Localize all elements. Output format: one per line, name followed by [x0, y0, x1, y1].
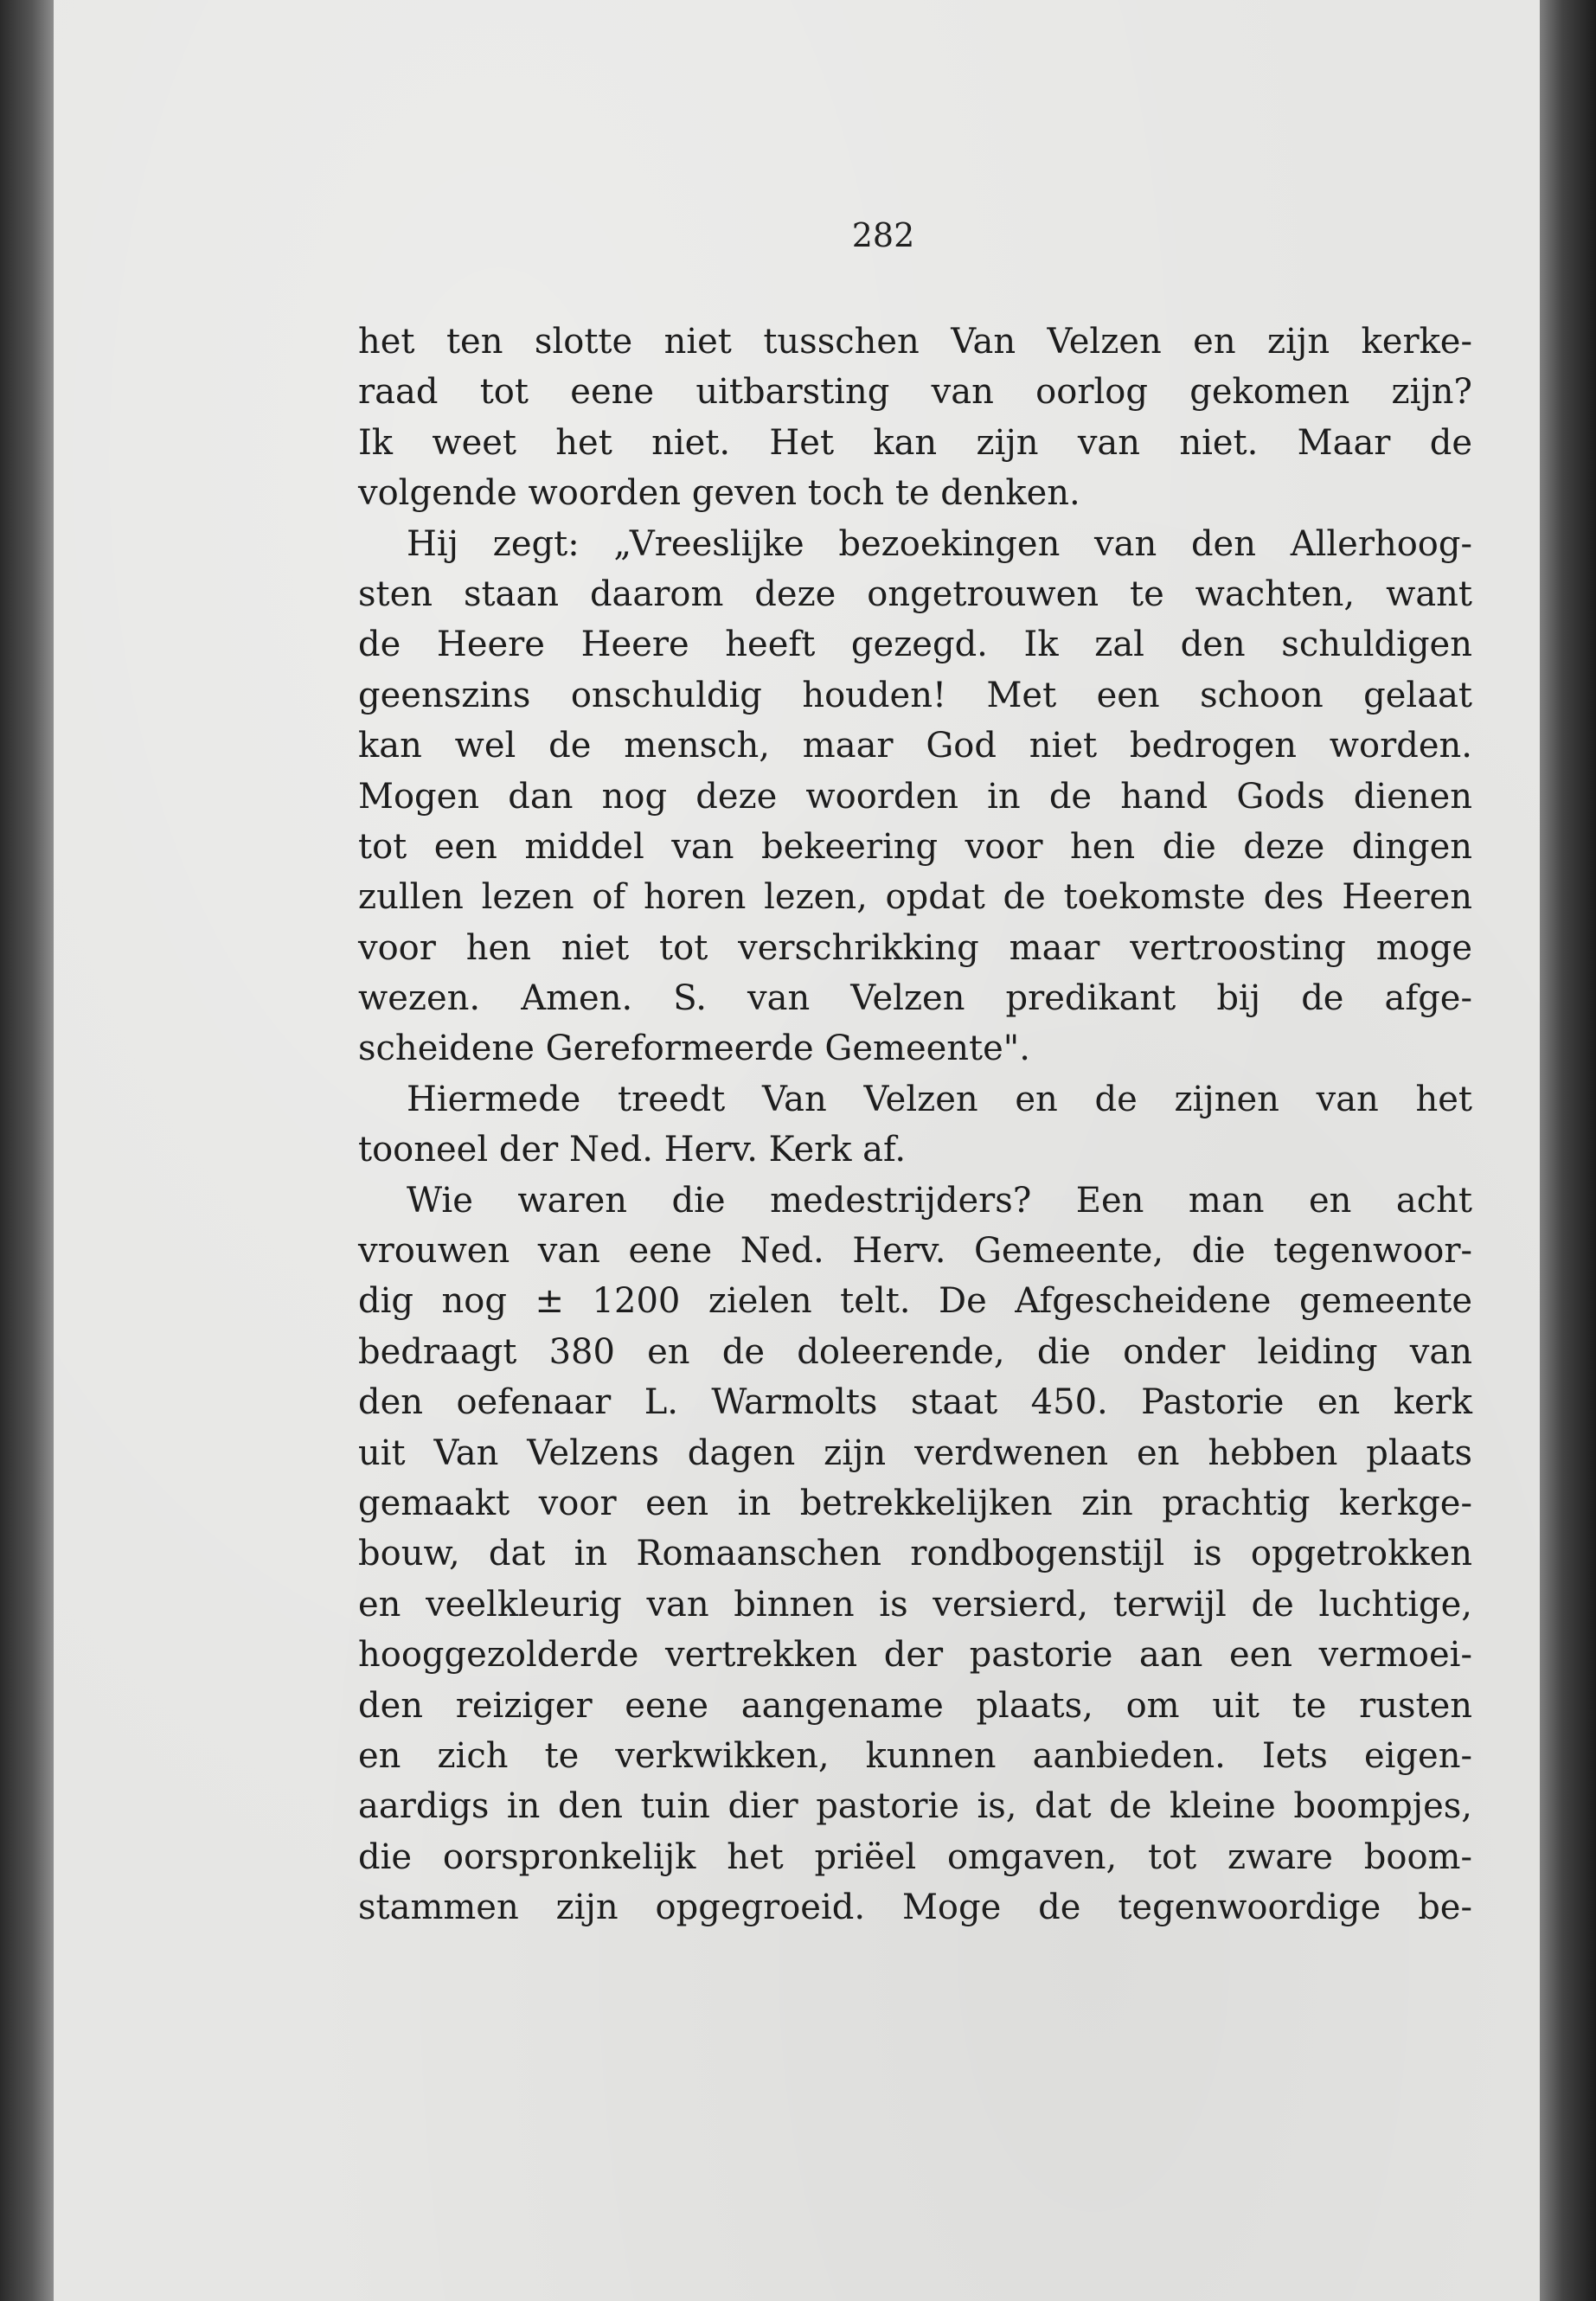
text-line: geenszins onschuldig houden! Met een schoon gelaat	[358, 675, 1472, 715]
scan-border-left	[0, 0, 54, 2301]
text-line: Hiermede treedt Van Velzen en de zijnen van het	[407, 1079, 1472, 1119]
text-line: sten staan daarom deze ongetrouwen te wachten, want	[358, 574, 1472, 614]
page-number: 282	[851, 216, 915, 254]
text-line: en zich te verkwikken, kunnen aanbieden. Iets eigen-	[358, 1735, 1472, 1776]
text-line: den oefenaar L. Warmolts staat 450. Pastorie en kerk	[358, 1382, 1472, 1423]
text-line: kan wel de mensch, maar God niet bedrogen worden.	[358, 726, 1472, 766]
text-line: raad tot eene uitbarsting van oorlog gekomen zijn?	[358, 372, 1472, 413]
text-line: voor hen niet tot verschrikking maar vertroosting moge	[358, 927, 1472, 968]
text-line: tot een middel van bekeering voor hen die deze dingen	[358, 826, 1472, 867]
text-line: de Heere Heere heeft gezegd. Ik zal den schuldigen	[358, 625, 1472, 665]
text-line: Ik weet het niet. Het kan zijn van niet. Maar de	[358, 422, 1472, 463]
text-line: den reiziger eene aangename plaats, om uit te rusten	[358, 1685, 1472, 1726]
text-line: Hij zegt: „Vreeslijke bezoekingen van den Allerhoog-	[407, 523, 1472, 564]
text-line: scheidene Gereformeerde Gemeente".	[358, 1029, 1030, 1069]
text-line: stammen zijn opgegroeid. Moge de tegenwoordige be-	[358, 1888, 1472, 1928]
text-line: en veelkleurig van binnen is versierd, terwijl de luchtige,	[358, 1584, 1472, 1625]
text-line: het ten slotte niet tusschen Van Velzen en zijn kerke-	[358, 322, 1472, 362]
text-line: bouw, dat in Romaanschen rondbogenstijl is opgetrokken	[358, 1534, 1472, 1574]
text-line: wezen. Amen. S. van Velzen predikant bij de afge-	[358, 978, 1472, 1019]
text-line: aardigs in den tuin dier pastorie is, dat de kleine boompjes,	[358, 1786, 1472, 1827]
text-line: vrouwen van eene Ned. Herv. Gemeente, die tegenwoor-	[358, 1231, 1472, 1272]
scan-border-right	[1540, 0, 1596, 2301]
text-line: Wie waren die medestrijders? Een man en acht	[407, 1180, 1472, 1221]
text-line: hooggezolderde vertrekken der pastorie aan een vermoei-	[358, 1635, 1472, 1676]
book-page	[54, 0, 1540, 2301]
text-line: uit Van Velzens dagen zijn verdwenen en hebben plaats	[358, 1433, 1472, 1473]
body-text	[358, 317, 1472, 1933]
text-line: Mogen dan nog deze woorden in de hand Gods dienen	[358, 776, 1472, 817]
text-line: zullen lezen of horen lezen, opdat de toekomste des Heeren	[358, 877, 1472, 918]
text-line: die oorspronkelijk het priëel omgaven, tot zware boom-	[358, 1836, 1472, 1877]
text-line: bedraagt 380 en de doleerende, die onder leiding van	[358, 1331, 1472, 1372]
text-line: volgende woorden geven toch te denken.	[358, 473, 1080, 514]
text-line: dig nog ± 1200 zielen telt. De Afgescheidene gemeente	[358, 1281, 1472, 1322]
text-line: gemaakt voor een in betrekkelijken zin prachtig kerkge-	[358, 1483, 1472, 1523]
text-line: tooneel der Ned. Herv. Kerk af.	[358, 1130, 907, 1170]
